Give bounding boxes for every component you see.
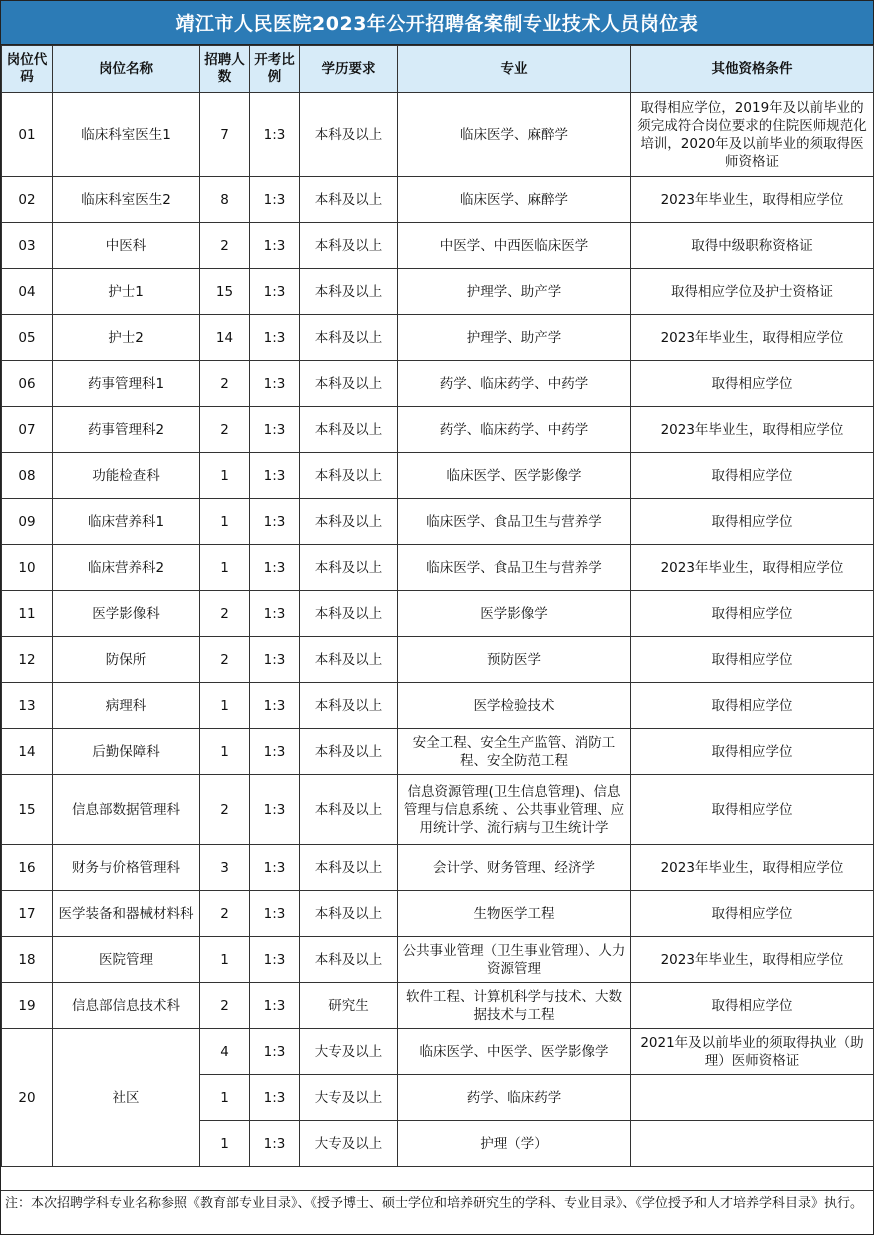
header-other: 其他资格条件: [631, 46, 874, 93]
cell-name: 临床科室医生1: [53, 93, 200, 177]
cell-edu: 研究生: [300, 983, 398, 1029]
cell-other: 取得相应学位: [631, 637, 874, 683]
cell-code: 20: [2, 1029, 53, 1167]
cell-major: 医学检验技术: [398, 683, 631, 729]
cell-other: 2023年毕业生，取得相应学位: [631, 315, 874, 361]
cell-edu: 大专及以上: [300, 1029, 398, 1075]
cell-ratio: 1:3: [250, 891, 300, 937]
header-education: 学历要求: [300, 46, 398, 93]
cell-major: 护理学、助产学: [398, 269, 631, 315]
cell-other: 取得相应学位: [631, 453, 874, 499]
cell-ratio: 1:3: [250, 983, 300, 1029]
cell-count: 2: [200, 407, 250, 453]
cell-count: 2: [200, 983, 250, 1029]
cell-name: 社区: [53, 1029, 200, 1167]
cell-code: 11: [2, 591, 53, 637]
cell-code: 19: [2, 983, 53, 1029]
cell-other: 取得相应学位: [631, 499, 874, 545]
cell-code: 04: [2, 269, 53, 315]
cell-code: 02: [2, 177, 53, 223]
cell-code: 06: [2, 361, 53, 407]
table-row: [2, 361, 874, 407]
cell-code: 01: [2, 93, 53, 177]
cell-ratio: 1:3: [250, 361, 300, 407]
cell-major: 临床医学、食品卫生与营养学: [398, 545, 631, 591]
cell-other: 取得相应学位: [631, 775, 874, 845]
cell-major: 生物医学工程: [398, 891, 631, 937]
cell-code: 16: [2, 845, 53, 891]
cell-ratio: 1:3: [250, 269, 300, 315]
table-row: [2, 545, 874, 591]
cell-count: 4: [200, 1029, 250, 1075]
header-name: 岗位名称: [53, 46, 200, 93]
cell-other: 2023年毕业生，取得相应学位: [631, 177, 874, 223]
cell-code: 13: [2, 683, 53, 729]
cell-major: 中医学、中西医临床医学: [398, 223, 631, 269]
cell-edu: 本科及以上: [300, 637, 398, 683]
cell-major: 药学、临床药学、中药学: [398, 361, 631, 407]
cell-edu: 大专及以上: [300, 1121, 398, 1167]
cell-ratio: 1:3: [250, 1121, 300, 1167]
cell-code: 03: [2, 223, 53, 269]
cell-edu: 本科及以上: [300, 269, 398, 315]
table-row: [2, 891, 874, 937]
cell-ratio: 1:3: [250, 93, 300, 177]
cell-edu: 本科及以上: [300, 499, 398, 545]
cell-ratio: 1:3: [250, 545, 300, 591]
cell-other: 2023年毕业生，取得相应学位: [631, 845, 874, 891]
cell-name: 医院管理: [53, 937, 200, 983]
cell-code: 09: [2, 499, 53, 545]
cell-major: 临床医学、医学影像学: [398, 453, 631, 499]
footnote: 注：本次招聘学科专业名称参照《教育部专业目录》、《授予博士、硕士学位和培养研究生的学科、专业目录》、《学位授予和人才培养学科目录》执行。: [1, 1190, 873, 1234]
cell-name: 临床营养科1: [53, 499, 200, 545]
cell-name: 信息部数据管理科: [53, 775, 200, 845]
cell-count: 2: [200, 223, 250, 269]
cell-major: 临床医学、麻醉学: [398, 177, 631, 223]
cell-other: 取得相应学位: [631, 361, 874, 407]
table-row: [2, 453, 874, 499]
cell-count: 8: [200, 177, 250, 223]
table-row: [2, 93, 874, 177]
cell-other: 取得相应学位: [631, 891, 874, 937]
table-row: [2, 637, 874, 683]
cell-count: 7: [200, 93, 250, 177]
table-body: [2, 93, 874, 1167]
cell-ratio: 1:3: [250, 937, 300, 983]
cell-major: 信息资源管理(卫生信息管理)、信息管理与信息系统 、公共事业管理、应用统计学、流行病与卫生统计学: [398, 775, 631, 845]
cell-code: 05: [2, 315, 53, 361]
table-row: [2, 937, 874, 983]
cell-edu: 本科及以上: [300, 545, 398, 591]
cell-ratio: 1:3: [250, 1029, 300, 1075]
cell-other: 取得相应学位: [631, 591, 874, 637]
cell-code: 17: [2, 891, 53, 937]
cell-other: [631, 1121, 874, 1167]
cell-code: 10: [2, 545, 53, 591]
cell-other: 取得中级职称资格证: [631, 223, 874, 269]
cell-count: 1: [200, 683, 250, 729]
table-row: [2, 729, 874, 775]
cell-other: [631, 1075, 874, 1121]
cell-name: 后勤保障科: [53, 729, 200, 775]
cell-code: 07: [2, 407, 53, 453]
cell-major: 临床医学、麻醉学: [398, 93, 631, 177]
cell-count: 1: [200, 937, 250, 983]
cell-ratio: 1:3: [250, 1075, 300, 1121]
cell-count: 1: [200, 499, 250, 545]
cell-major: 护理（学）: [398, 1121, 631, 1167]
table-row: [2, 269, 874, 315]
table-row: [2, 591, 874, 637]
cell-edu: 本科及以上: [300, 223, 398, 269]
cell-name: 临床科室医生2: [53, 177, 200, 223]
cell-name: 财务与价格管理科: [53, 845, 200, 891]
cell-edu: 本科及以上: [300, 453, 398, 499]
cell-edu: 本科及以上: [300, 591, 398, 637]
table-row: [2, 983, 874, 1029]
cell-name: 防保所: [53, 637, 200, 683]
cell-other: 2021年及以前毕业的须取得执业（助理）医师资格证: [631, 1029, 874, 1075]
cell-other: 取得相应学位: [631, 983, 874, 1029]
cell-major: 会计学、财务管理、经济学: [398, 845, 631, 891]
cell-code: 15: [2, 775, 53, 845]
cell-count: 2: [200, 637, 250, 683]
cell-ratio: 1:3: [250, 223, 300, 269]
cell-edu: 本科及以上: [300, 937, 398, 983]
cell-edu: 大专及以上: [300, 1075, 398, 1121]
cell-other: 取得相应学位，2019年及以前毕业的须完成符合岗位要求的住院医师规范化培训，2020年及以前毕业的须取得医师资格证: [631, 93, 874, 177]
cell-count: 1: [200, 1075, 250, 1121]
cell-edu: 本科及以上: [300, 407, 398, 453]
table-row: [2, 315, 874, 361]
cell-count: 2: [200, 591, 250, 637]
cell-count: 2: [200, 775, 250, 845]
cell-ratio: 1:3: [250, 637, 300, 683]
cell-edu: 本科及以上: [300, 93, 398, 177]
cell-other: 2023年毕业生，取得相应学位: [631, 545, 874, 591]
cell-major: 医学影像学: [398, 591, 631, 637]
table-row: [2, 223, 874, 269]
cell-edu: 本科及以上: [300, 729, 398, 775]
cell-major: 软件工程、计算机科学与技术、大数据技术与工程: [398, 983, 631, 1029]
cell-ratio: 1:3: [250, 775, 300, 845]
table-row: [2, 683, 874, 729]
cell-edu: 本科及以上: [300, 361, 398, 407]
table-row: [2, 499, 874, 545]
cell-count: 14: [200, 315, 250, 361]
cell-count: 3: [200, 845, 250, 891]
positions-table: [1, 45, 874, 1167]
cell-ratio: 1:3: [250, 407, 300, 453]
cell-count: 2: [200, 361, 250, 407]
cell-other: 2023年毕业生，取得相应学位: [631, 937, 874, 983]
cell-ratio: 1:3: [250, 591, 300, 637]
cell-count: 1: [200, 729, 250, 775]
cell-edu: 本科及以上: [300, 683, 398, 729]
cell-count: 1: [200, 545, 250, 591]
cell-other: 取得相应学位: [631, 729, 874, 775]
cell-major: 安全工程、安全生产监管、消防工程、安全防范工程: [398, 729, 631, 775]
cell-major: 护理学、助产学: [398, 315, 631, 361]
header-count: 招聘人数: [200, 46, 250, 93]
cell-ratio: 1:3: [250, 729, 300, 775]
cell-name: 中医科: [53, 223, 200, 269]
cell-name: 功能检查科: [53, 453, 200, 499]
table-row: [2, 775, 874, 845]
header-code: 岗位代码: [2, 46, 53, 93]
cell-major: 临床医学、中医学、医学影像学: [398, 1029, 631, 1075]
cell-other: 取得相应学位及护士资格证: [631, 269, 874, 315]
cell-other: 2023年毕业生，取得相应学位: [631, 407, 874, 453]
cell-edu: 本科及以上: [300, 775, 398, 845]
cell-name: 病理科: [53, 683, 200, 729]
cell-name: 医学装备和器械材料科: [53, 891, 200, 937]
cell-ratio: 1:3: [250, 499, 300, 545]
cell-count: 15: [200, 269, 250, 315]
cell-name: 医学影像科: [53, 591, 200, 637]
cell-code: 18: [2, 937, 53, 983]
header-ratio: 开考比例: [250, 46, 300, 93]
cell-edu: 本科及以上: [300, 315, 398, 361]
cell-ratio: 1:3: [250, 683, 300, 729]
cell-ratio: 1:3: [250, 845, 300, 891]
cell-edu: 本科及以上: [300, 177, 398, 223]
table-row: [2, 407, 874, 453]
cell-major: 公共事业管理（卫生事业管理）、人力资源管理: [398, 937, 631, 983]
cell-ratio: 1:3: [250, 453, 300, 499]
table-row: [2, 177, 874, 223]
cell-count: 1: [200, 453, 250, 499]
cell-code: 12: [2, 637, 53, 683]
table-row: [2, 1029, 874, 1075]
cell-name: 药事管理科2: [53, 407, 200, 453]
table-row: [2, 845, 874, 891]
cell-code: 14: [2, 729, 53, 775]
cell-other: 取得相应学位: [631, 683, 874, 729]
cell-ratio: 1:3: [250, 177, 300, 223]
cell-edu: 本科及以上: [300, 845, 398, 891]
cell-count: 2: [200, 891, 250, 937]
cell-name: 药事管理科1: [53, 361, 200, 407]
cell-ratio: 1:3: [250, 315, 300, 361]
cell-name: 护士1: [53, 269, 200, 315]
cell-major: 药学、临床药学、中药学: [398, 407, 631, 453]
cell-count: 1: [200, 1121, 250, 1167]
cell-name: 信息部信息技术科: [53, 983, 200, 1029]
header-major: 专业: [398, 46, 631, 93]
cell-major: 药学、临床药学: [398, 1075, 631, 1121]
cell-name: 护士2: [53, 315, 200, 361]
cell-major: 预防医学: [398, 637, 631, 683]
cell-code: 08: [2, 453, 53, 499]
cell-major: 临床医学、食品卫生与营养学: [398, 499, 631, 545]
cell-name: 临床营养科2: [53, 545, 200, 591]
page-title: 靖江市人民医院2023年公开招聘备案制专业技术人员岗位表: [1, 1, 873, 45]
cell-edu: 本科及以上: [300, 891, 398, 937]
table-header-row: [2, 46, 874, 93]
